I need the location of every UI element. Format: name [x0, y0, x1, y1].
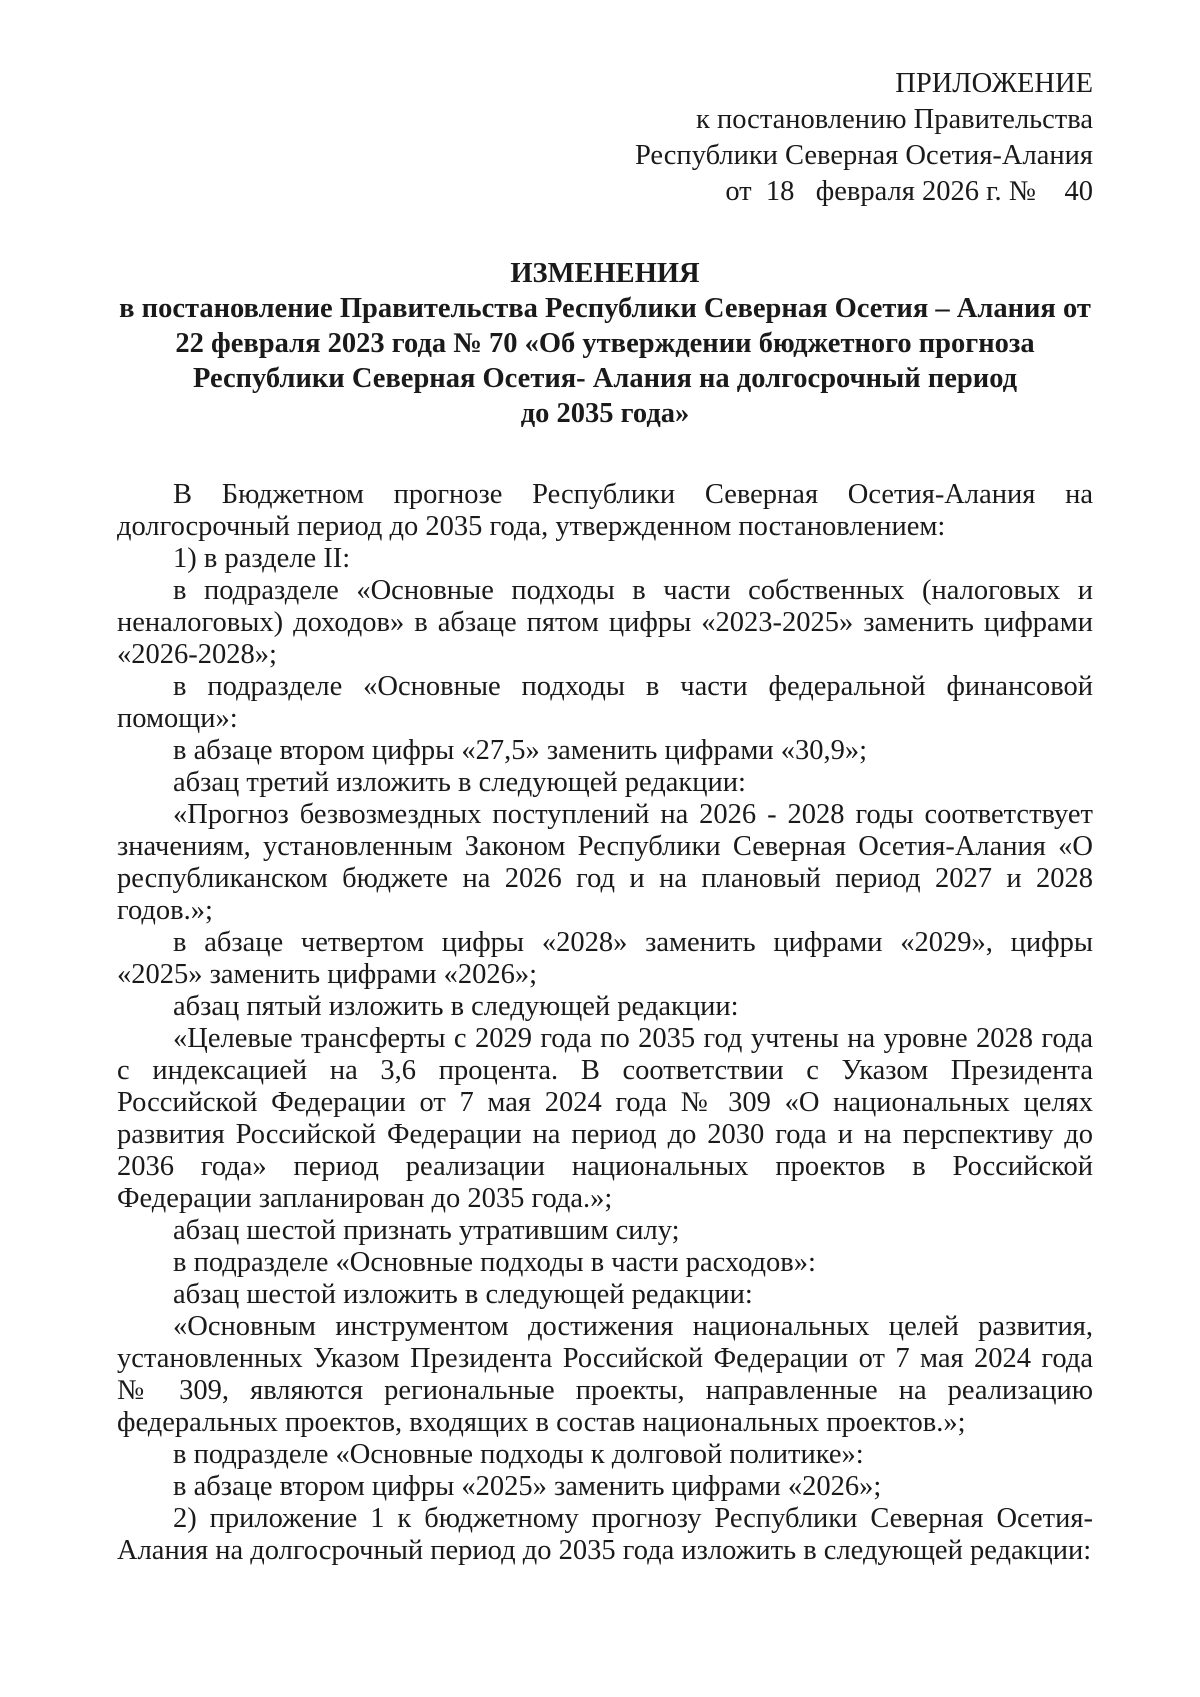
paragraph: 1) в разделе II: — [173, 543, 351, 574]
paragraph: абзац шестой признать утратившим силу; — [173, 1215, 680, 1246]
paragraph: в подразделе «Основные подходы в части собственных (налоговых и неналоговых) доходов» в абзаце пятом цифры «2023-2025» заменить цифрами «2026-2028»; — [117, 575, 1093, 670]
paragraph: абзац шестой изложить в следующей редакции: — [173, 1279, 753, 1310]
title-heading: ИЗМЕНЕНИЯ — [510, 258, 700, 289]
document-page — [117, 66, 1093, 1567]
paragraph: абзац третий изложить в следующей редакции: — [173, 767, 746, 798]
appendix-date-number: от 18 февраля 2026 г. № 40 — [725, 176, 1093, 207]
paragraph: «Основным инструментом достижения национальных целей развития, установленных Указом Президента Российской Федерации от 7 мая 2024 года № 309, являются региональные проекты, направленные на реализацию федеральных проектов, входящих в состав национальных проектов.»; — [117, 1311, 1093, 1438]
document-title — [117, 256, 1093, 431]
paragraph: абзац пятый изложить в следующей редакции: — [173, 991, 739, 1022]
paragraph: В Бюджетном прогнозе Республики Северная Осетия-Алания на долгосрочный период до 2035 года, утвержденном постановлением: — [117, 479, 1093, 542]
paragraph: в подразделе «Основные подходы в части расходов»: — [173, 1247, 816, 1278]
title-line-2: 22 февраля 2023 года № 70 «Об утверждении бюджетного прогноза — [175, 328, 1035, 359]
paragraph: в подразделе «Основные подходы к долговой политике»: — [173, 1439, 864, 1470]
paragraph: в подразделе «Основные подходы в части федеральной финансовой помощи»: — [117, 671, 1093, 734]
appendix-ref-line-2: Республики Северная Осетия-Алания — [634, 140, 1093, 171]
appendix-label: ПРИЛОЖЕНИЕ — [895, 68, 1093, 99]
paragraph: 2) приложение 1 к бюджетному прогнозу Республики Северная Осетия-Алания на долгосрочный период до 2035 года изложить в следующей редакции: — [117, 1503, 1093, 1566]
document-body — [117, 479, 1093, 1567]
paragraph: «Целевые трансферты с 2029 года по 2035 год учтены на уровне 2028 года с индексацией на 3,6 процента. В соответствии с Указом Президента Российской Федерации от 7 мая 2024 года № 309 «О национальных целях развития Российской Федерации на период до 2030 года и на перспективу до 2036 года» период реализации национальных проектов в Российской Федерации запланирован до 2035 года.»; — [117, 1023, 1093, 1214]
paragraph: в абзаце четвертом цифры «2028» заменить цифрами «2029», цифры «2025» заменить цифрами «2026»; — [117, 927, 1093, 990]
paragraph: в абзаце втором цифры «2025» заменить цифрами «2026»; — [173, 1471, 882, 1502]
title-line-4: до 2035 года» — [520, 398, 690, 429]
appendix-header — [117, 66, 1093, 210]
title-line-1: в постановление Правительства Республики Северная Осетия – Алания от — [119, 293, 1091, 324]
appendix-ref-line-1: к постановлению Правительства — [695, 104, 1093, 135]
paragraph: в абзаце втором цифры «27,5» заменить цифрами «30,9»; — [173, 735, 868, 766]
title-line-3: Республики Северная Осетия- Алания на долгосрочный период — [192, 363, 1018, 394]
paragraph: «Прогноз безвозмездных поступлений на 2026 - 2028 годы соответствует значениям, установленным Законом Республики Северная Осетия-Алания «О республиканском бюджете на 2026 год и на плановый период 2027 и 2028 годов.»; — [117, 799, 1093, 926]
